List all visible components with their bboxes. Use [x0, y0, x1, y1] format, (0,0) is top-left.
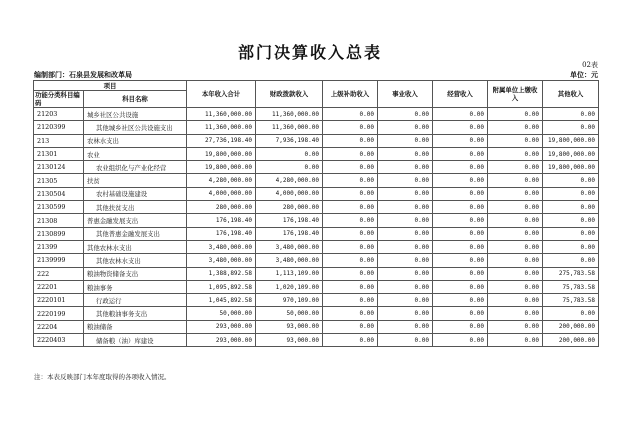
row-code: 21399: [34, 240, 84, 253]
row-value: 50,000.00: [187, 307, 256, 320]
table-row: [34, 294, 599, 307]
row-value: 0.00: [488, 108, 543, 121]
row-name: 储备粮（油）库建设: [84, 334, 187, 347]
row-value: 0.00: [323, 320, 378, 333]
row-value: 0.00: [433, 161, 488, 174]
table-row: [34, 240, 599, 253]
row-value: 0.00: [323, 121, 378, 134]
row-name: 粮油事务: [84, 280, 187, 293]
row-value: 0.00: [433, 334, 488, 347]
header-fiscal: 财政拨款收入: [256, 81, 323, 108]
row-value: 0.00: [378, 201, 433, 214]
row-name: 粮油储备: [84, 320, 187, 333]
header-name: 科目名称: [84, 91, 187, 108]
row-value: 0.00: [378, 187, 433, 200]
row-value: 0.00: [543, 307, 599, 320]
row-value: 0.00: [433, 267, 488, 280]
row-value: 0.00: [488, 201, 543, 214]
header-code: 功能分类科目编码: [34, 91, 84, 108]
row-code: 213: [34, 134, 84, 147]
row-code: 21301: [34, 147, 84, 160]
row-value: 0.00: [433, 280, 488, 293]
row-value: 0.00: [488, 267, 543, 280]
header-project: 项目: [34, 81, 187, 91]
row-value: 0.00: [323, 227, 378, 240]
row-value: 0.00: [256, 161, 323, 174]
row-value: 1,388,892.58: [187, 267, 256, 280]
table-row: [34, 307, 599, 320]
row-name: 农业: [84, 147, 187, 160]
row-value: 0.00: [433, 187, 488, 200]
header-total: 本年收入合计: [187, 81, 256, 108]
row-value: 0.00: [378, 214, 433, 227]
row-value: 4,280,000.00: [187, 174, 256, 187]
table-row: [34, 280, 599, 293]
row-code: 21308: [34, 214, 84, 227]
row-value: 0.00: [323, 201, 378, 214]
row-value: 0.00: [323, 147, 378, 160]
row-value: 0.00: [323, 240, 378, 253]
row-value: 0.00: [378, 334, 433, 347]
table-row: [34, 267, 599, 280]
row-value: 0.00: [323, 280, 378, 293]
row-code: 2130899: [34, 227, 84, 240]
row-value: 176,198.40: [256, 214, 323, 227]
table-row: [34, 108, 599, 121]
row-value: 0.00: [378, 240, 433, 253]
row-value: 0.00: [433, 174, 488, 187]
row-value: 7,936,198.40: [256, 134, 323, 147]
row-value: 3,480,000.00: [187, 254, 256, 267]
row-value: 0.00: [488, 334, 543, 347]
row-name: 城乡社区公共设施: [84, 108, 187, 121]
row-code: 2220199: [34, 307, 84, 320]
row-code: 21305: [34, 174, 84, 187]
row-name: 扶贫: [84, 174, 187, 187]
row-value: 200,000.00: [543, 320, 599, 333]
row-value: 0.00: [433, 227, 488, 240]
row-name: 普惠金融发展支出: [84, 214, 187, 227]
page-title: 部门决算收入总表: [237, 43, 382, 62]
org-label: 编制部门：石泉县发展和改革局: [34, 70, 132, 79]
row-value: 0.00: [323, 161, 378, 174]
row-value: 293,000.00: [187, 334, 256, 347]
row-code: 2120399: [34, 121, 84, 134]
row-value: 11,360,000.00: [256, 121, 323, 134]
row-name: 其他扶贫支出: [84, 201, 187, 214]
row-name: 粮油物资储备支出: [84, 267, 187, 280]
row-value: 3,480,000.00: [256, 240, 323, 253]
row-value: 0.00: [488, 121, 543, 134]
row-name: 其他农林水支出: [84, 254, 187, 267]
row-value: 1,095,892.58: [187, 280, 256, 293]
row-name: 其他粮油事务支出: [84, 307, 187, 320]
footnote: 注：本表反映部门本年度取得的各项收入情况。: [34, 373, 171, 381]
row-value: 176,198.40: [187, 214, 256, 227]
row-value: 0.00: [543, 108, 599, 121]
row-code: 2139999: [34, 254, 84, 267]
table-row: [34, 134, 599, 147]
row-value: 0.00: [378, 108, 433, 121]
table-row: [34, 174, 599, 187]
row-value: 0.00: [433, 214, 488, 227]
row-value: 50,000.00: [256, 307, 323, 320]
row-value: 19,800,000.00: [543, 147, 599, 160]
row-code: 2220403: [34, 334, 84, 347]
row-value: 0.00: [433, 307, 488, 320]
row-value: 0.00: [433, 201, 488, 214]
row-value: 0.00: [488, 294, 543, 307]
row-value: 4,000,000.00: [256, 187, 323, 200]
row-value: 1,045,892.58: [187, 294, 256, 307]
row-value: 0.00: [378, 227, 433, 240]
row-value: 0.00: [543, 174, 599, 187]
row-value: 0.00: [543, 227, 599, 240]
row-value: 0.00: [433, 147, 488, 160]
table-row: [34, 320, 599, 333]
row-value: 19,800,000.00: [187, 147, 256, 160]
row-value: 0.00: [543, 254, 599, 267]
row-value: 0.00: [488, 161, 543, 174]
row-value: 0.00: [543, 201, 599, 214]
row-value: 0.00: [323, 307, 378, 320]
row-value: 0.00: [433, 240, 488, 253]
row-value: 75,783.58: [543, 280, 599, 293]
row-value: 11,360,000.00: [256, 108, 323, 121]
row-value: 0.00: [378, 147, 433, 160]
row-value: 0.00: [378, 134, 433, 147]
header-business: 事业收入: [378, 81, 433, 108]
row-value: 0.00: [378, 294, 433, 307]
table-row: [34, 201, 599, 214]
table-row: [34, 227, 599, 240]
row-value: 0.00: [323, 108, 378, 121]
row-value: 0.00: [433, 294, 488, 307]
table-row: [34, 161, 599, 174]
row-code: 21203: [34, 108, 84, 121]
header-other: 其他收入: [543, 81, 599, 108]
row-value: 0.00: [488, 240, 543, 253]
row-name: 其他城乡社区公共设施支出: [84, 121, 187, 134]
row-value: 0.00: [433, 254, 488, 267]
table-row: [34, 214, 599, 227]
header-superior: 上级补助收入: [323, 81, 378, 108]
row-value: 11,360,000.00: [187, 108, 256, 121]
row-value: 0.00: [323, 187, 378, 200]
unit-label: 单位：元: [570, 70, 598, 79]
row-value: 0.00: [378, 280, 433, 293]
row-value: 0.00: [378, 161, 433, 174]
row-value: 0.00: [323, 267, 378, 280]
row-name: 农村基础设施建设: [84, 187, 187, 200]
row-value: 0.00: [488, 280, 543, 293]
table-row: [34, 147, 599, 160]
row-value: 0.00: [433, 320, 488, 333]
row-value: 4,280,000.00: [256, 174, 323, 187]
row-value: 0.00: [323, 294, 378, 307]
row-value: 93,000.00: [256, 334, 323, 347]
row-value: 293,000.00: [187, 320, 256, 333]
row-value: 0.00: [378, 174, 433, 187]
row-value: 0.00: [433, 108, 488, 121]
row-value: 280,000.00: [256, 201, 323, 214]
row-value: 0.00: [488, 254, 543, 267]
row-value: 176,198.40: [187, 227, 256, 240]
row-value: 0.00: [433, 121, 488, 134]
row-value: 0.00: [488, 134, 543, 147]
table-row: [34, 334, 599, 347]
row-value: 0.00: [378, 121, 433, 134]
row-value: 19,800,000.00: [187, 161, 256, 174]
row-name: 其他农林水支出: [84, 240, 187, 253]
row-value: 0.00: [378, 307, 433, 320]
row-value: 0.00: [323, 254, 378, 267]
row-code: 2130504: [34, 187, 84, 200]
row-value: 0.00: [488, 320, 543, 333]
row-value: 0.00: [488, 214, 543, 227]
row-value: 970,109.00: [256, 294, 323, 307]
row-value: 0.00: [378, 320, 433, 333]
row-code: 2130599: [34, 201, 84, 214]
row-value: 0.00: [543, 240, 599, 253]
row-code: 222: [34, 267, 84, 280]
row-value: 0.00: [378, 254, 433, 267]
row-value: 93,000.00: [256, 320, 323, 333]
row-value: 0.00: [323, 174, 378, 187]
row-value: 0.00: [323, 214, 378, 227]
row-value: 0.00: [488, 174, 543, 187]
row-name: 农业组织化与产业化经营: [84, 161, 187, 174]
row-value: 0.00: [543, 121, 599, 134]
row-value: 0.00: [543, 187, 599, 200]
row-value: 11,360,000.00: [187, 121, 256, 134]
row-value: 0.00: [256, 147, 323, 160]
row-value: 0.00: [378, 267, 433, 280]
row-value: 0.00: [488, 307, 543, 320]
row-value: 75,783.58: [543, 294, 599, 307]
row-value: 200,000.00: [543, 334, 599, 347]
row-value: 1,113,109.00: [256, 267, 323, 280]
row-value: 0.00: [488, 147, 543, 160]
row-value: 27,736,198.40: [187, 134, 256, 147]
row-name: 行政运行: [84, 294, 187, 307]
row-value: 4,000,000.00: [187, 187, 256, 200]
row-name: 农林水支出: [84, 134, 187, 147]
row-code: 2220101: [34, 294, 84, 307]
row-value: 0.00: [433, 134, 488, 147]
row-value: 0.00: [323, 134, 378, 147]
row-value: 0.00: [323, 334, 378, 347]
row-value: 19,800,000.00: [543, 134, 599, 147]
row-value: 1,020,109.00: [256, 280, 323, 293]
row-value: 0.00: [543, 214, 599, 227]
table-row: [34, 121, 599, 134]
row-value: 280,000.00: [187, 201, 256, 214]
row-value: 3,480,000.00: [256, 254, 323, 267]
row-value: 0.00: [488, 187, 543, 200]
row-value: 0.00: [488, 227, 543, 240]
row-code: 22201: [34, 280, 84, 293]
revenue-table: [33, 80, 599, 347]
row-value: 3,480,000.00: [187, 240, 256, 253]
row-value: 176,198.40: [256, 227, 323, 240]
row-value: 275,783.58: [543, 267, 599, 280]
form-number: 02表: [582, 61, 598, 69]
row-name: 其他普惠金融发展支出: [84, 227, 187, 240]
table-row: [34, 187, 599, 200]
header-subsidiary: 附属单位上缴收入: [488, 81, 543, 108]
row-code: 2130124: [34, 161, 84, 174]
row-value: 19,800,000.00: [543, 161, 599, 174]
row-code: 22204: [34, 320, 84, 333]
header-operating: 经营收入: [433, 81, 488, 108]
table-row: [34, 254, 599, 267]
